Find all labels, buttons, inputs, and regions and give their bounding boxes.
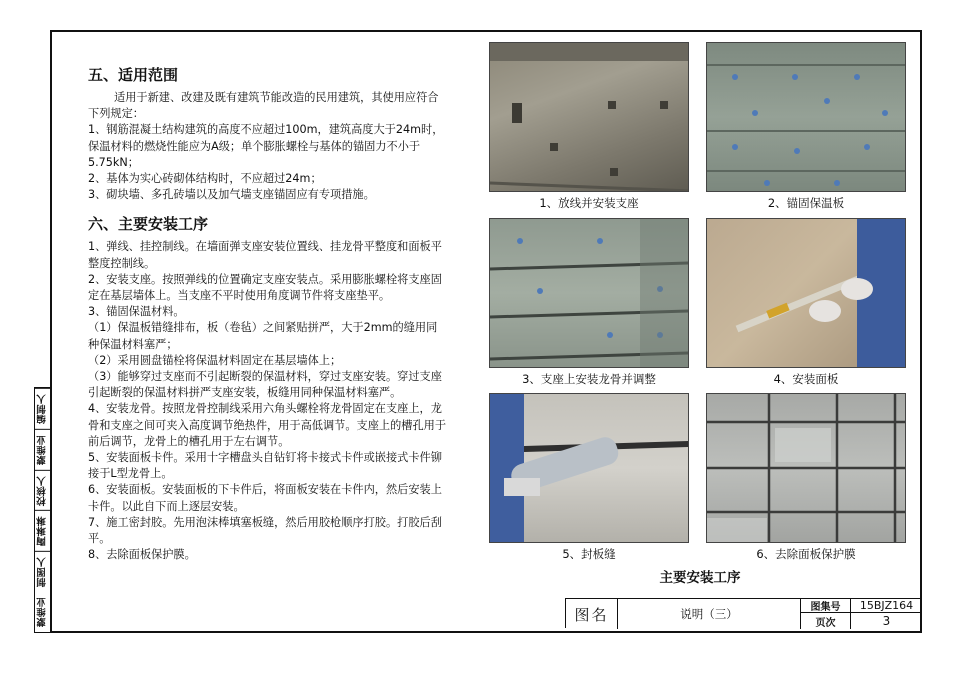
- section5-item: 2、基体为实心砖砌体结构时，不应超过24m；: [88, 172, 322, 186]
- photo-4-panel-installation: [706, 218, 906, 368]
- section6-item: 7、施工密封胶。先用泡沫棒填塞板缝，然后用胶枪顺序打胶。打胶后刮平。: [88, 515, 442, 546]
- signature-strip: [34, 387, 52, 633]
- title-block: [565, 598, 921, 628]
- description-text: [88, 64, 448, 563]
- section6-item: 6、安装面板。安装面板的下卡件后，将面板安装在卡件内，然后安装上卡件。以此自下而上逐层安装。: [88, 483, 442, 513]
- section6-item: 1、弹线、挂控制线。在墙面弹支座安装位置线、挂龙骨平整度和面板平整度控制线。: [88, 240, 442, 270]
- section6-item: （3）能够穿过支座而不引起断裂的保温材料，穿过支座安装。穿过支座引起断裂的保温材料拼严支座安装，板缝用同种保温材料塞严。: [88, 370, 442, 400]
- section5-item: 3、砌块墙、多孔砖墙以及加气墙支座锚固应有专项措施。: [88, 188, 375, 202]
- page-number: 3: [882, 614, 891, 628]
- section6-heading: 六、主要安装工序: [88, 215, 209, 234]
- photo-3-caption: 3、支座上安装龙骨并调整: [522, 372, 656, 386]
- section6-item: 8、去除面板保护膜。: [88, 548, 196, 562]
- signature-drafter: 蒙维业: [37, 597, 48, 628]
- section5-item: 1、钢筋混凝土结构建筑的高度不应超过100m，建筑高度大于24m时，保温材料的燃烧性能应为A级；单个膨胀螺栓与基体的锚固力不小于5.75kN；: [88, 123, 444, 169]
- section6-item: （1）保温板错缝排布，板（卷毡）之间紧贴拼严，大于2mm的缝用同种保温材料塞严；: [88, 321, 438, 351]
- photo-4-caption: 4、安装面板: [773, 372, 839, 386]
- photos-title: 主要安装工序: [659, 570, 741, 586]
- section6-item: 4、安装龙骨。按照龙骨控制线采用六角头螺栓将龙骨固定在支座上，龙骨和支座之间可夹入高度调节绝热件，用于高低调节。支座上的槽孔用于前后调节，龙骨上的槽孔用于左右调节。: [88, 402, 447, 448]
- photo-2-caption: 2、锚固保温板: [767, 196, 845, 210]
- signature-compiler-label: 编制人: [35, 388, 51, 429]
- section6-item: 3、锚固保温材料。: [88, 305, 185, 319]
- figure-name-label: 图名: [566, 599, 618, 629]
- signature-checker-label: 校核人: [35, 470, 51, 511]
- signature-drafter-label: 制图人: [35, 551, 51, 592]
- signature-compiler: 蒙维业: [35, 429, 51, 470]
- atlas-no: 15BJZ164: [851, 599, 922, 613]
- page-label: 页次: [801, 613, 851, 629]
- photo-6-caption: 6、去除面板保护膜: [756, 547, 856, 561]
- section6-item: 2、安装支座。按照弹线的位置确定支座安装点。采用膨胀螺栓将支座固定在基层墙体上。当支座不平时使用角度调节件将支座垫平。: [88, 272, 442, 303]
- section6-item: 5、安装面板卡件。采用十字槽盘头自钻钉将卡接式卡件或嵌接式卡件铆接于L型龙骨上。: [88, 451, 442, 481]
- photo-1-layout-and-brackets: [489, 42, 689, 192]
- atlas-no-label: 图集号: [801, 599, 851, 613]
- section5-heading: 五、适用范围: [88, 66, 179, 84]
- photo-5-caption: 5、封板缝: [562, 547, 616, 561]
- signature-checker: 陶琳琳: [35, 510, 51, 551]
- photo-1-caption: 1、放线并安装支座: [539, 196, 639, 210]
- photo-5-joint-sealing: [489, 393, 689, 543]
- section6-item: （2）采用圆盘锚栓将保温材料固定在基层墙体上；: [88, 353, 342, 367]
- section5-intro: 适用于新建、改建及既有建筑节能改造的民用建筑，其使用应符合下列规定：: [88, 91, 439, 121]
- photo-3-keel-installation: [489, 218, 689, 368]
- figure-name: 说明（三）: [618, 599, 801, 629]
- photo-6-remove-protective-film: [706, 393, 906, 543]
- photo-2-anchored-insulation: [706, 42, 906, 192]
